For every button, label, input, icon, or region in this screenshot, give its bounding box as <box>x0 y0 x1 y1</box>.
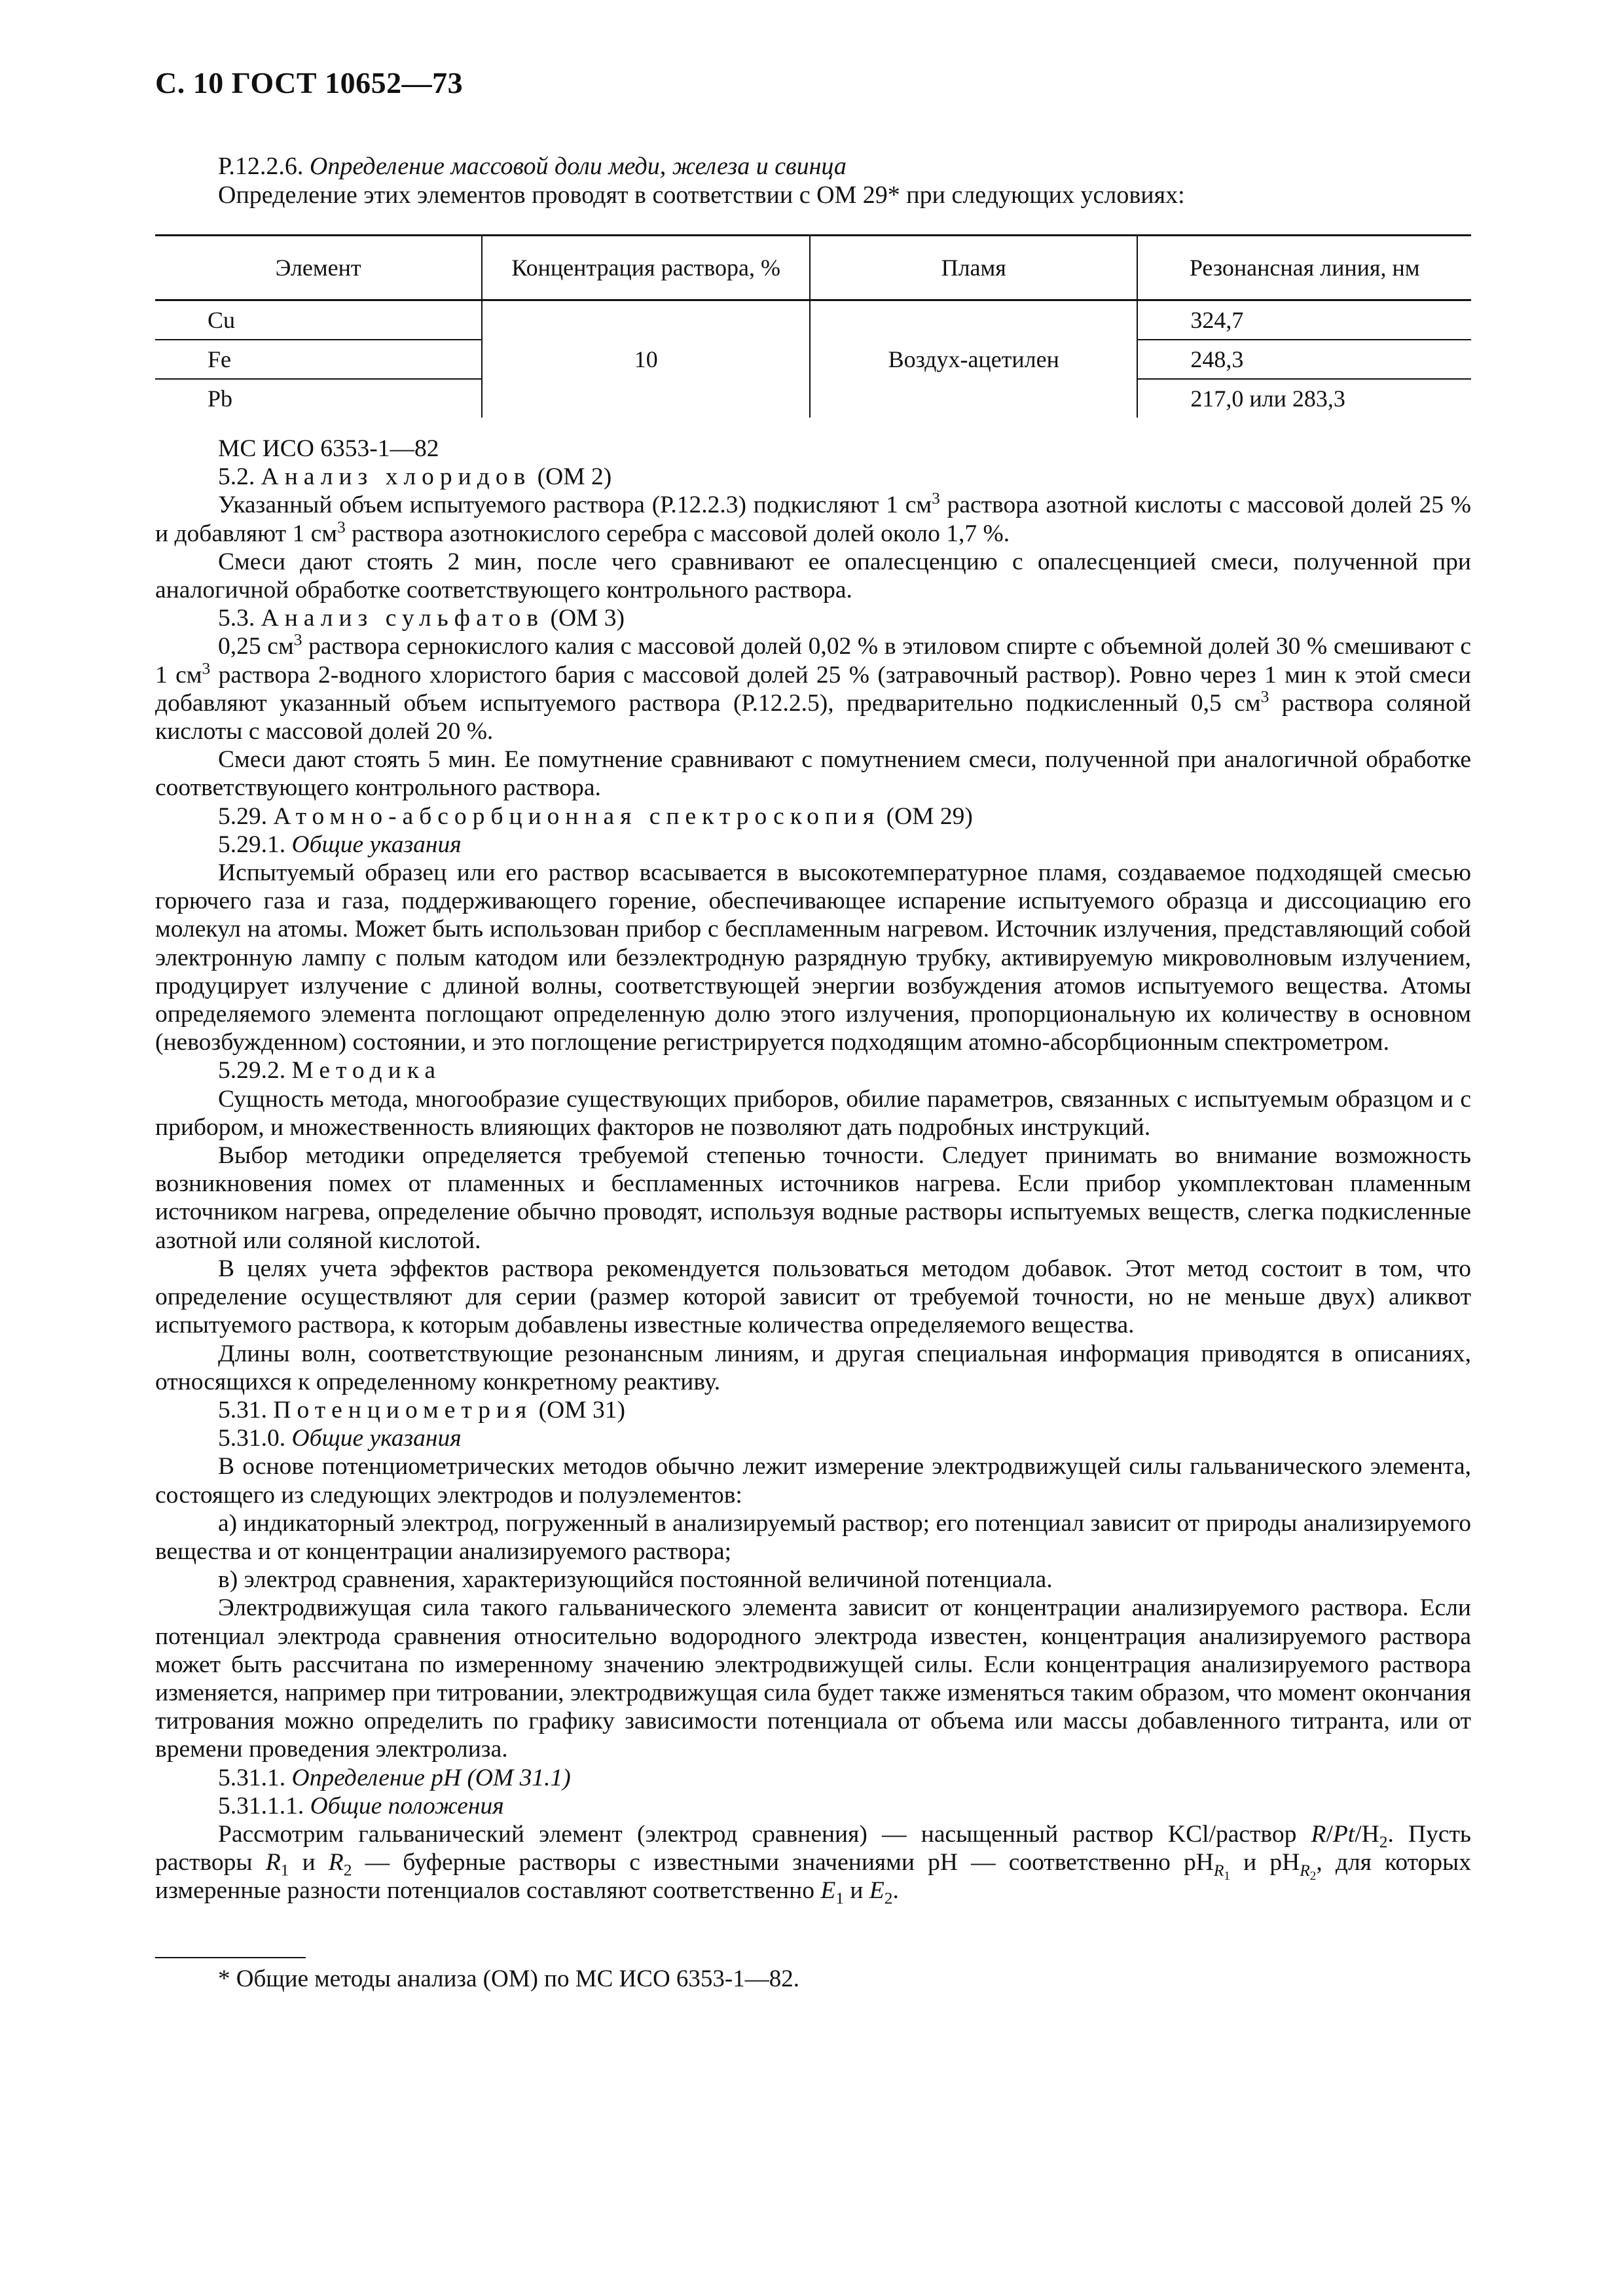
element-cell: Fe <box>155 340 482 379</box>
paragraph: Смеси дают стоять 2 мин, после чего сравнивают ее опалесценцию с опалесценцией смеси, полученной при аналогичной обработке соответствующего контрольного раствора. <box>155 548 1471 604</box>
paragraph: 0,25 $см^3$ раствора сернокислого калия с массовой долей 0,02 % в этиловом спирте с объемной долей 30 % смешивают с 1 $см^3$ раствора 2-водного хлористого бария с массовой долей 25 % (затравочный раствор). Ровно через 1 мин к этой смеси добавляют указанный объем испытуемого раствора (Р.12.2.5), предварительно подкисленный 0,5 $см^3$ раствора соляной кислоты с массовой долей 20 %. <box>155 630 1472 745</box>
paragraph: В целях учета эффектов раствора рекомендуется пользоваться методом добавок. Этот метод состоит в том, что определение осуществляют для серии (размер которой зависит от требуемой точности, но не меньше двух) аликвот испытуемого раствора, к которым добавлены известные количества определяемого вещества. <box>155 1255 1471 1339</box>
subsection-heading: 5.3. Анализ сульфатов (ОМ 3) <box>218 605 625 632</box>
paragraph: Смеси дают стоять 5 мин. Ее помутнение сравнивают с помутнением смеси, полученной при аналогичной обработке соответствующего контрольного раствора. <box>155 746 1471 802</box>
column-header: Элемент <box>155 236 482 300</box>
line-cell: 324,7 <box>1137 300 1471 340</box>
subsection-heading: 5.31.0. Общие указания <box>218 1425 462 1452</box>
paragraph: Длины волн, соответствующие резонансным линиям, и другая специальная информация приводятся в описаниях, относящихся к определенному конкретному реактиву. <box>155 1340 1471 1395</box>
paragraph: В основе потенциометрических методов обычно лежит измерение электродвижущей силы гальванического элемента, состоящего из следующих электродов и полуэлементов: <box>155 1453 1471 1509</box>
subsection-heading: 5.31.1. Определение pH (ОМ 31.1) <box>218 1764 571 1791</box>
paragraph: Электродвижущая сила такого гальванического элемента зависит от концентрации анализируемого раствора. Если потенциал электрода сравнения относительно водородного электрода известен, концентрация анализируемого раствора может быть рассчитана по измеренному значению электродвижущей силы. Если концентрация анализируемого раствора изменяется, например при титровании, электродвижущая сила будет также изменяться таким образом, что момент окончания титрования можно определить по графику зависимости потенциала от объема или массы добавленного титранта, или от времени проведения электролиза. <box>155 1594 1471 1763</box>
section-title: Определение массовой доли меди, железа и свинца <box>309 152 847 180</box>
list-item: а) индикаторный электрод, погруженный в анализируемый раствор; его потенциал зависит от природы анализируемого вещества и от концентрации анализируемого раствора; <box>155 1509 1471 1565</box>
paragraph: Испытуемый образец или его раствор всасывается в высокотемпературное пламя, создаваемое подходящей смесью горючего газа и газа, поддерживающего горение, обеспечивающее испарение испытуемого образца и диссоциацию его молекул на атомы. Может быть использован прибор с беспламенным нагревом. Источник излучения, представляющий собой электронную лампу с полым катодом или безэлектродную разрядную трубку, активируемую микроволновым излучением, продуцирует излучение с длиной волны, соответствующей энергии возбуждения атомов испытуемого вещества. Атомы определяемого элемента поглощают определенную долю этого излучения, пропорциональную их количеству в основном (невозбужденном) состоянии, и это поглощение регистрируется подходящим атомно-абсорбционным спектрометром. <box>155 859 1471 1056</box>
subsection-heading: 5.29.1. Общие указания <box>218 831 462 858</box>
conditions-table <box>155 234 1471 418</box>
column-header: Резонансная линия, нм <box>1137 236 1471 300</box>
footnote-rule <box>155 1957 306 1958</box>
subsection-heading: 5.29. Атомно-абсорбционная спектроскопия (ОМ 29) <box>218 802 973 830</box>
line-cell: 248,3 <box>1137 340 1471 379</box>
reference-line: МС ИСО 6353-1—82 <box>218 435 439 462</box>
section-heading <box>218 152 1462 181</box>
flame-cell: Воздух-ацетилен <box>810 300 1137 418</box>
subsection-heading: 5.29.2. Методика <box>218 1057 442 1085</box>
line-cell: 217,0 или 283,3 <box>1137 379 1471 418</box>
list-item: в) электрод сравнения, характеризующийся постоянной величиной потенциала. <box>218 1566 1053 1594</box>
table-header-row <box>155 236 1471 300</box>
page-header: С. 10 ГОСТ 10652—73 <box>155 66 464 99</box>
paragraph: Выбор методики определяется требуемой степенью точности. Следует принимать во внимание возможность возникновения помех от пламенных и беспламенных источников нагрева. Если прибор укомплектован пламенным источником нагрева, определение обычно проводят, используя водные растворы испытуемых веществ, слегка подкисленные азотной или соляной кислотой. <box>155 1142 1471 1254</box>
table-row <box>155 300 1471 340</box>
paragraph: Указанный объем испытуемого раствора (Р.12.2.3) подкисляют 1 $см^3$ раствора азотной кислоты с массовой долей 25 % и добавляют 1 $см^3$ раствора азотнокислого серебра с массовой долей около 1,7 %. <box>155 488 1471 547</box>
subsection-heading: 5.31.1.1. Общие положения <box>218 1792 504 1820</box>
element-cell: Pb <box>208 386 233 412</box>
concentration-cell: 10 <box>482 300 810 418</box>
section-number: Р.12.2.6. <box>218 152 304 180</box>
subsection-heading: 5.31. Потенциометрия (ОМ 31) <box>218 1396 625 1424</box>
element-cell: Cu <box>155 300 482 340</box>
subsection-heading: 5.2. Анализ хлоридов (ОМ 2) <box>218 463 612 491</box>
intro-text: Определение этих элементов проводят в соответствии с ОМ 29* при следующих условиях: <box>218 181 1185 209</box>
footnote: * Общие методы анализа (ОМ) по МС ИСО 6353-1—82. <box>218 1965 799 1992</box>
body-text <box>155 435 1472 1908</box>
paragraph: Рассмотрим гальванический элемент (электрод сравнения) — насыщенный раствор KCl/раствор $R/Pt/H_2$. Пусть растворы $R_1$ и $R_2$ — буферные растворы с известными значениями pH — соответственно $pH_{R_1}$ и $pH_{R_2}$, для которых измеренные разности потенциалов составляют соответственно $E_1$ и $E_2$. <box>155 1820 1472 1908</box>
section-intro <box>218 152 1462 209</box>
column-header: Концентрация раствора, % <box>482 236 810 300</box>
column-header: Пламя <box>810 236 1137 300</box>
paragraph: Сущность метода, многообразие существующих приборов, обилие параметров, связанных с испытуемым образцом и с прибором, и множественность влияющих факторов не позволяют дать подробных инструкций. <box>155 1085 1471 1141</box>
